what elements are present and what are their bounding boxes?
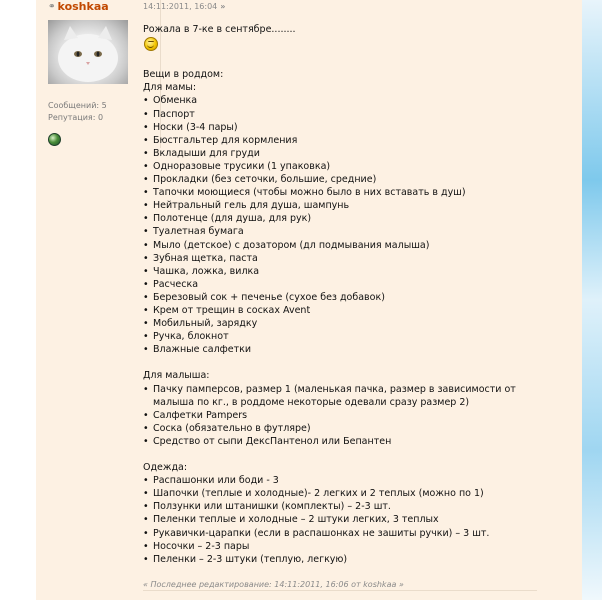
post-date-text: 14:11:2011, 16:04 [143, 2, 218, 11]
clothes-list [143, 474, 539, 566]
avatar[interactable] [48, 20, 128, 84]
poster-info [48, 0, 158, 146]
list-item: • Носки (3-4 пары) [143, 121, 539, 134]
clothes-list-title: Одежда: [143, 462, 188, 474]
list-item: • Мыло (детское) с дозатором (дл подмывания малыша) [143, 239, 539, 252]
post-date-arrow[interactable]: » [220, 2, 226, 11]
list-item: • Мобильный, зарядку [143, 317, 539, 330]
list-item: • Пеленки – 2-3 штуки (теплую, легкую) [143, 553, 539, 566]
list-item: • Крем от трещин в сосках Avent [143, 304, 539, 317]
smiley-icon [144, 37, 158, 51]
page-left-margin [0, 0, 34, 600]
list-item: • Пачку памперсов, размер 1 (маленькая пачка, размер в зависимости от малыша по кг., в роддоме некоторые одевали сразу размер 2) [143, 383, 539, 409]
list-item: • Пеленки теплые и холодные – 2 штуки легких, 3 теплых [143, 513, 539, 526]
list-item: • Соска (обязательно в футляре) [143, 422, 539, 435]
list-item: • Салфетки Pampers [143, 409, 539, 422]
list-item: • Влажные салфетки [143, 343, 539, 356]
list-item: • Чашка, ложка, вилка [143, 265, 539, 278]
post-intro: Рожала в 7-ке в сентябре........ [143, 24, 296, 35]
list-item: • Бюстгальтер для кормления [143, 134, 539, 147]
list-item: • Средство от сыпи ДексПантенол или Бепантен [143, 435, 539, 448]
list-item: • Ползунки или штанишки (комплекты) – 2-3 шт. [143, 500, 539, 513]
poster-username-link[interactable]: koshkaa [57, 0, 109, 13]
mama-list-title: Для мамы: [143, 82, 197, 94]
list-item: • Прокладки (без сеточки, большие, средние) [143, 173, 539, 186]
list-item: • Расческа [143, 278, 539, 291]
user-icon: ⚭ [48, 2, 56, 12]
poster-name-row [48, 0, 158, 14]
avatar-cat-image [48, 20, 128, 84]
list-item: • Вкладыши для груди [143, 147, 539, 160]
globe-icon[interactable] [48, 133, 61, 146]
poster-messages: Сообщений: 5 [48, 101, 107, 110]
list-item: • Шапочки (теплые и холодные)- 2 легких и 2 теплых (можно по 1) [143, 487, 539, 500]
post-content [143, 0, 539, 566]
baby-list [143, 383, 539, 448]
post-footer-divider [143, 590, 537, 591]
list-item: • Распашонки или боди - 3 [143, 474, 539, 487]
list-item: • Одноразовые трусики (1 упаковка) [143, 160, 539, 173]
baby-list-title: Для малыша: [143, 370, 210, 382]
list-item: • Нейтральный гель для душа, шампунь [143, 199, 539, 212]
section-roddom-title: Вещи в роддом: [143, 69, 224, 81]
poster-stats [48, 100, 158, 124]
list-item: • Тапочки моющиеся (чтобы можно было в них вставать в душ) [143, 186, 539, 199]
poster-reputation: Репутация: 0 [48, 113, 104, 122]
last-edit-note: « Последнее редактирование: 14:11:2011, 16:06 от koshkaa » [143, 580, 404, 589]
list-item: • Обменка [143, 94, 539, 107]
list-item: • Полотенце (для душа, для рук) [143, 212, 539, 225]
list-item: • Ручка, блокнот [143, 330, 539, 343]
list-item: • Березовый сок + печенье (сухое без добавок) [143, 291, 539, 304]
list-item: • Туалетная бумага [143, 225, 539, 238]
post-body [143, 23, 539, 566]
mama-list [143, 94, 539, 356]
list-item: • Зубная щетка, паста [143, 252, 539, 265]
list-item: • Паспорт [143, 108, 539, 121]
post-date [143, 0, 539, 14]
page-right-decoration [580, 0, 602, 600]
list-item: • Рукавички-царапки (если в распашонках не зашиты ручки) – 3 шт. [143, 527, 539, 540]
list-item: • Носочки – 2-3 пары [143, 540, 539, 553]
